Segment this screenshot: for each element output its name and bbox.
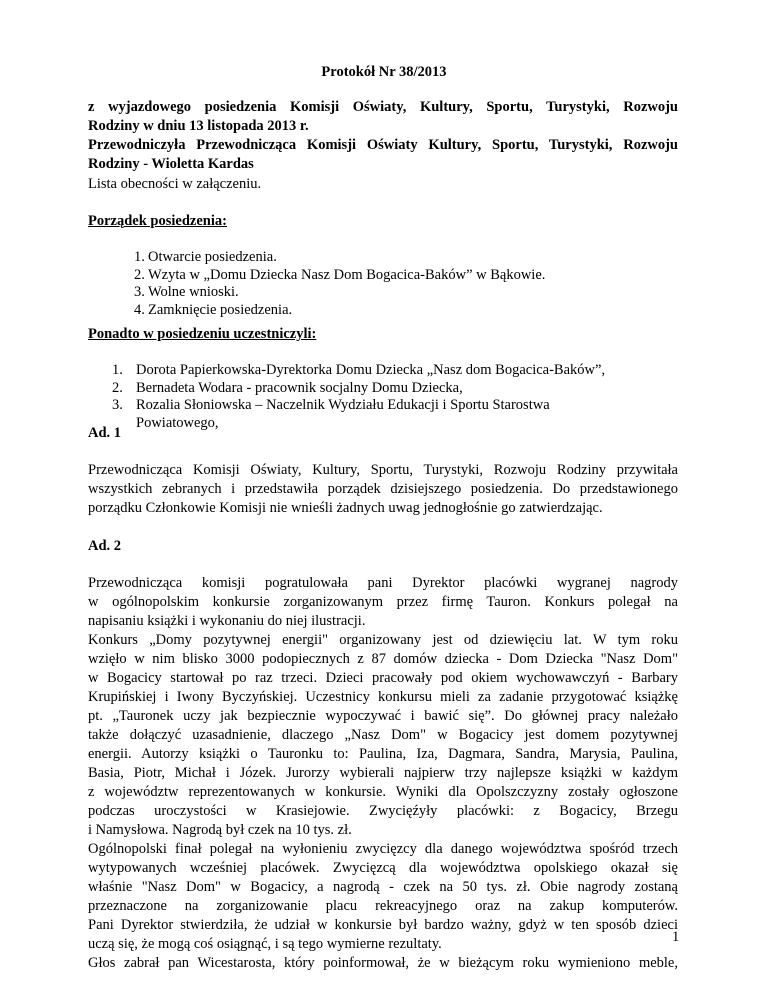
paragraph-line: Przewodnicząca Komisji Oświaty, Kultury, Sportu, Turystyki, Rozwoju Rodziny przywitała bbox=[88, 462, 678, 478]
agenda-heading: Porządek posiedzenia: bbox=[88, 213, 227, 229]
header-line: Przewodniczyła Przewodnicząca Komisji Oświaty Kultury, Sportu, Turystyki, Rozwoju bbox=[88, 137, 678, 153]
paragraph-line: wytypowanych wcześniej placówek. Zwycięzcą dla województwa opolskiego okazał się bbox=[88, 860, 678, 876]
paragraph-line: Przewodnicząca komisji pogratulowała pani Dyrektor placówki wygranej nagrody bbox=[88, 575, 678, 591]
meeting-header bbox=[88, 98, 678, 174]
section-heading-ad1: Ad. 1 bbox=[88, 425, 122, 441]
header-line: Rodziny - Wioletta Kardas bbox=[88, 156, 254, 172]
list-item-text: Wzyta w „Domu Dziecka Nasz Dom Bogacica-Baków” w Bąkowie. bbox=[148, 266, 546, 283]
list-item bbox=[112, 362, 672, 380]
list-item-text: Otwarcie posiedzenia. bbox=[148, 249, 277, 265]
paragraph-line: wzięło w nim blisko 3000 podopiecznych z 87 domów dziecka - Dom Dziecka "Nasz Dom" bbox=[88, 651, 678, 667]
ad2-paragraph bbox=[88, 574, 678, 973]
list-item-text: Dorota Papierkowska-Dyrektorka Domu Dziecka „Nasz dom Bogacica-Baków”, bbox=[136, 362, 606, 378]
list-item-number: 3. bbox=[112, 397, 123, 414]
paragraph-line: Głos zabrał pan Wicestarosta, który poinformował, że w bieżącym roku wymieniono meble, bbox=[88, 955, 678, 971]
list-item-text: Zamknięcie posiedzenia. bbox=[148, 301, 293, 318]
paragraph-line: uczą się, że mogą coś osiągnąć, i są tego wymierne rezultaty. bbox=[88, 936, 442, 952]
paragraph-line: w ogólnopolskim konkursie zorganizowanym przez firmę Tauron. Konkurs polegał na bbox=[88, 594, 678, 610]
header-line: Rodziny w dniu 13 listopada 2013 r. bbox=[88, 118, 309, 134]
paragraph-line: przeznaczone na zorganizowanie placu rekreacyjnego oraz na zakup komputerów. bbox=[88, 898, 678, 914]
list-item-number: 3. bbox=[134, 284, 145, 301]
list-item-text: Rozalia Słoniowska – Naczelnik Wydziału Edukacji i Sportu Starostwa Powiatowego, bbox=[136, 397, 550, 431]
paragraph-line: porządku Członkowie Komisji nie wnieśli żadnych uwag jednogłośnie go zatwierdzając. bbox=[88, 500, 603, 516]
paragraph-line: w Bogacicy startował po raz trzeci. Dzieci pracowały pod okiem wychowawczyń - Barbary bbox=[88, 670, 678, 686]
list-item bbox=[134, 249, 694, 267]
paragraph-line: także dołączyć uzasadnienie, dlaczego „Nasz Dom" w Bogacicy jest domem pozytywnej bbox=[88, 727, 678, 743]
list-item-number: 2. bbox=[112, 379, 123, 396]
section-heading-ad2: Ad. 2 bbox=[88, 538, 122, 554]
list-item-text: Bernadeta Wodara - pracownik socjalny Domu Dziecka, bbox=[136, 379, 463, 396]
list-item-number: 4. bbox=[134, 301, 145, 318]
document-title: Protokół Nr 38/2013 bbox=[321, 64, 447, 80]
paragraph-line: napisaniu książki i wykonaniu do niej ilustracji. bbox=[88, 613, 366, 629]
paragraph-line: Konkurs „Domy pozytywnej energii" organizowany jest od dziewięciu lat. W tym roku bbox=[88, 632, 678, 648]
list-item-number: 2. bbox=[134, 266, 145, 283]
list-item bbox=[112, 380, 672, 398]
list-item bbox=[134, 302, 694, 320]
paragraph-line: Krupińskiej i Iwony Byczyńskiej. Uczestnicy konkursu mieli za zadanie przygotować książkę bbox=[88, 689, 678, 705]
paragraph-line: podczas uroczystości w Krasiejowie. Zwycięźyły placówki: z Bogacicy, Brzegu bbox=[88, 803, 678, 819]
paragraph-line: i Namysłowa. Nagrodą był czek na 10 tys. zł. bbox=[88, 822, 352, 838]
paragraph-line: właśnie "Nasz Dom" w Bogacicy, a nagrodą - czek na 50 tys. zł. Obie nagrody zostaną bbox=[88, 879, 678, 895]
list-item-number: 1. bbox=[134, 249, 145, 265]
list-item-text: Wolne wnioski. bbox=[148, 284, 239, 301]
paragraph-line: Basia, Piotr, Michał i Józek. Jurorzy wybierali najpierw trzy najlepsze książki w każdym bbox=[88, 765, 678, 781]
agenda-list bbox=[134, 249, 694, 319]
attendance-note: Lista obecności w załączeniu. bbox=[88, 176, 262, 192]
participants-heading: Ponadto w posiedzeniu uczestniczyli: bbox=[88, 326, 317, 342]
paragraph-line: wszystkich zebranych i przedstawiła porządek dzisiejszego posiedzenia. Do przedstawionego bbox=[88, 481, 678, 497]
list-item-number: 1. bbox=[112, 362, 123, 378]
paragraph-line: Pani Dyrektor stwierdziła, że udział w konkursie był bardzo ważny, gdyż w ten sposób dzieci bbox=[88, 917, 678, 933]
participants-list bbox=[112, 362, 672, 432]
paragraph-line: energii. Autorzy książki o Tauronku to: Paulina, Iza, Dagmara, Sandra, Marysia, Paulina, bbox=[88, 746, 678, 762]
list-item bbox=[134, 267, 694, 285]
paragraph-line: z województw reprezentowanych w konkursie. Wyniki dla Opolszczyzny zostały ogłoszone bbox=[88, 784, 678, 800]
list-item bbox=[134, 284, 694, 302]
ad1-paragraph bbox=[88, 461, 678, 518]
paragraph-line: Ogólnopolski finał polegał na wyłonieniu zwycięzcy dla danego województwa spośród trzech bbox=[88, 841, 678, 857]
page-number: 1 bbox=[672, 929, 680, 945]
header-line: z wyjazdowego posiedzenia Komisji Oświaty, Kultury, Sportu, Turystyki, Rozwoju bbox=[88, 99, 678, 115]
paragraph-line: pt. „Tauronek uczy jak bezpiecznie wypoczywać i bawić się”. Do głównej pracy należało bbox=[88, 708, 678, 724]
